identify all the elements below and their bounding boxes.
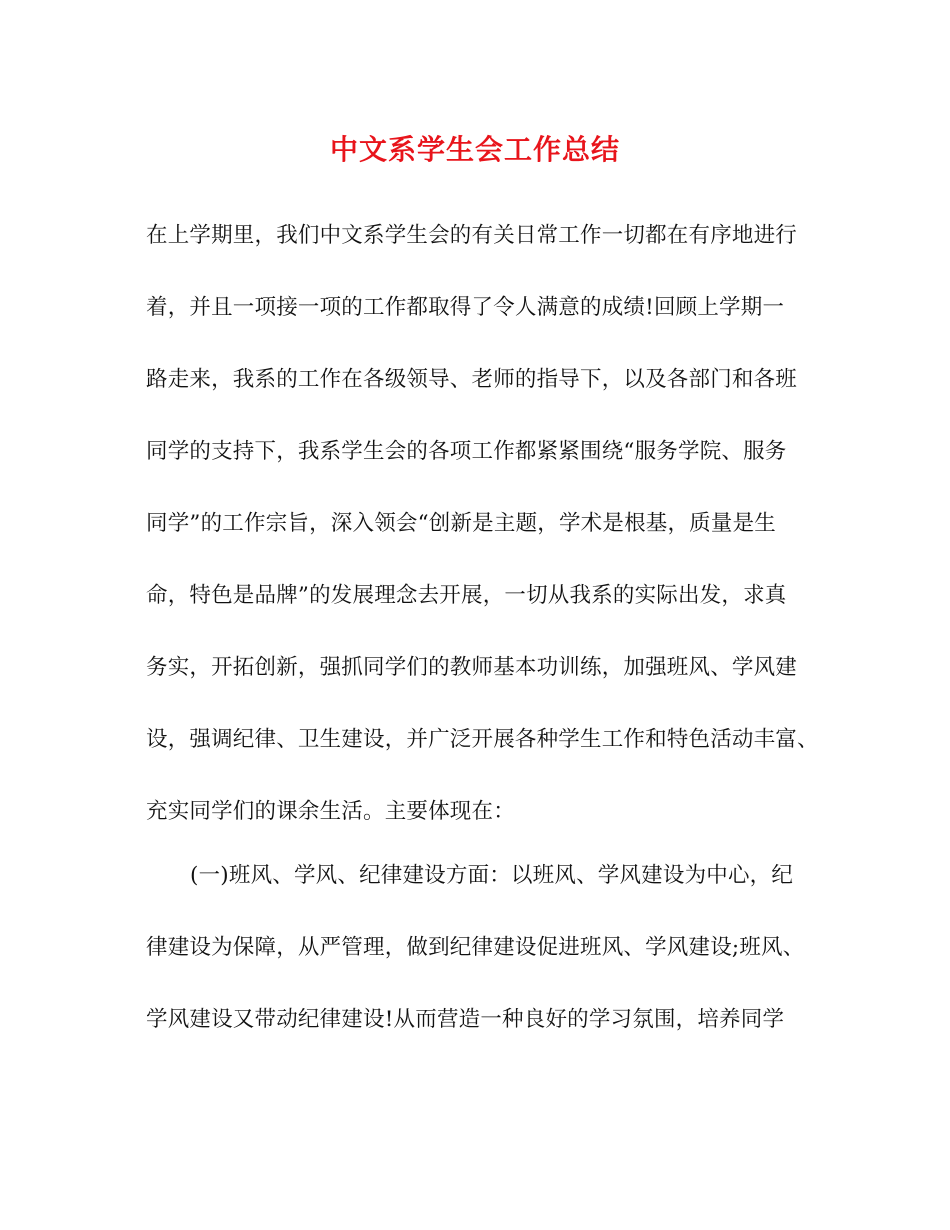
body-line: 设，强调纪律、卫生建设，并广泛开展各种学生工作和特色活动丰富、 [146,727,819,752]
body-line: 学风建设又带动纪律建设!从而营造一种良好的学习氛围，培养同学 [146,1007,785,1032]
body-line: 务实，开拓创新，强抓同学们的教师基本功训练，加强班风、学风建 [146,655,798,680]
document-title: 中文系学生会工作总结 [329,133,620,166]
body-line: 同学”的工作宗旨，深入领会“创新是主题，学术是根基，质量是生 [146,511,776,536]
body-line: 命，特色是品牌”的发展理念去开展，一切从我系的实际出发，求真 [146,583,787,608]
body-line: 在上学期里，我们中文系学生会的有关日常工作一切都在有序地进行 [146,223,798,248]
body-line: 同学的支持下，我系学生会的各项工作都紧紧围绕“服务学院、服务 [146,439,787,464]
section-line: (一)班风、学风、纪律建设方面：以班风、学风建设为中心，纪 [190,863,794,888]
body-line: 律建设为保障，从严管理，做到纪律建设促进班风、学风建设;班风、 [146,935,805,960]
body-line: 路走来，我系的工作在各级领导、老师的指导下，以及各部门和各班 [146,367,798,392]
body-line: 着，并且一项接一项的工作都取得了令人满意的成绩!回顾上学期一 [146,295,785,320]
body-line: 充实同学们的课余生活。主要体现在： [146,799,515,824]
